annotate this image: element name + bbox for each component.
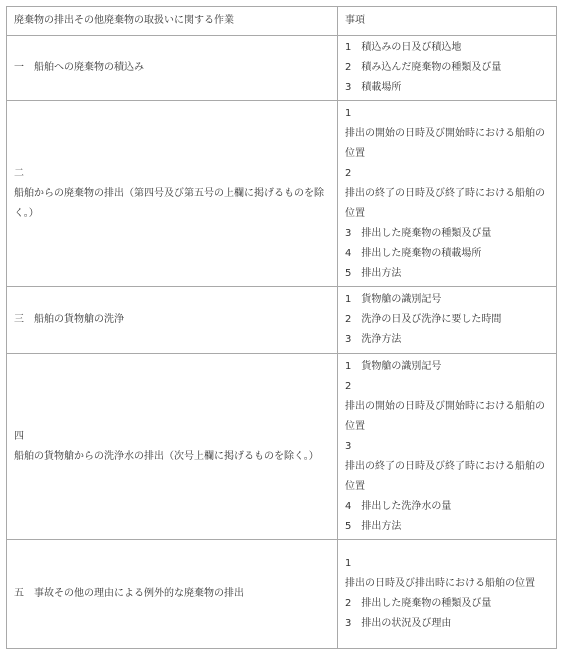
task-text: 船舶の貨物艙からの洗浄水の排出（次号上欄に掲げるものを除く。） xyxy=(14,450,319,462)
item-line: 3 排出の状況及び理由 xyxy=(345,618,452,629)
table-row xyxy=(7,287,557,354)
item-line: 5 排出方法 xyxy=(345,520,402,532)
item-line: 4 排出した廃棄物の積載場所 xyxy=(345,247,482,259)
item-line: 2 積み込んだ廃棄物の種類及び量 xyxy=(345,62,502,73)
task-text: 五 事故その他の理由による例外的な廃棄物の排出 xyxy=(14,588,244,599)
item-line: 2 排出した廃棄物の種類及び量 xyxy=(345,598,492,609)
task-cell xyxy=(7,540,338,649)
task-text: 三 船舶の貨物艙の洗浄 xyxy=(14,314,124,325)
task-number: 二 xyxy=(14,167,24,179)
header-task-cell: 廃棄物の排出その他廃棄物の取扱いに関する作業 xyxy=(7,7,338,36)
task-cell xyxy=(7,354,338,540)
item-line: 排出の終了の日時及び終了時における船舶の位置 xyxy=(345,460,545,492)
item-line: 3 積載場所 xyxy=(345,82,402,93)
item-line: 1 積込みの日及び積込地 xyxy=(345,42,462,53)
table-row xyxy=(7,354,557,540)
table-row xyxy=(7,36,557,101)
item-line: 2 洗浄の日及び洗浄に要した時間 xyxy=(345,314,502,325)
waste-handling-table xyxy=(6,6,557,649)
table-row xyxy=(7,540,557,649)
header-items-cell: 事項 xyxy=(338,7,557,36)
item-line: 1 xyxy=(345,558,352,569)
items-cell xyxy=(338,36,557,101)
item-line: 1 xyxy=(345,107,352,119)
task-text: 船舶からの廃棄物の排出（第四号及び第五号の上欄に掲げるものを除く。） xyxy=(14,187,324,219)
item-line: 2 xyxy=(345,167,352,179)
items-cell xyxy=(338,101,557,287)
document-container xyxy=(6,6,557,649)
item-line: 4 排出した洗浄水の量 xyxy=(345,500,452,512)
item-line: 3 xyxy=(345,440,352,452)
item-line: 5 排出方法 xyxy=(345,267,402,279)
task-cell xyxy=(7,287,338,354)
item-line: 排出の日時及び排出時における船舶の位置 xyxy=(345,578,535,589)
task-cell xyxy=(7,36,338,101)
table-header-row xyxy=(7,7,557,36)
task-text: 一 船舶への廃棄物の積込み xyxy=(14,62,144,73)
task-cell xyxy=(7,101,338,287)
item-line: 1 貨物艙の識別記号 xyxy=(345,294,442,305)
table-row xyxy=(7,101,557,287)
task-number: 四 xyxy=(14,430,24,442)
items-cell xyxy=(338,287,557,354)
item-line: 排出の開始の日時及び開始時における船舶の位置 xyxy=(345,400,545,432)
item-line: 3 排出した廃棄物の種類及び量 xyxy=(345,227,492,239)
item-line: 排出の開始の日時及び開始時における船舶の位置 xyxy=(345,127,545,159)
item-line: 排出の終了の日時及び終了時における船舶の位置 xyxy=(345,187,545,219)
item-line: 1 貨物艙の識別記号 xyxy=(345,360,442,372)
item-line: 2 xyxy=(345,380,352,392)
item-line: 3 洗浄方法 xyxy=(345,334,402,345)
items-cell xyxy=(338,354,557,540)
items-cell xyxy=(338,540,557,649)
